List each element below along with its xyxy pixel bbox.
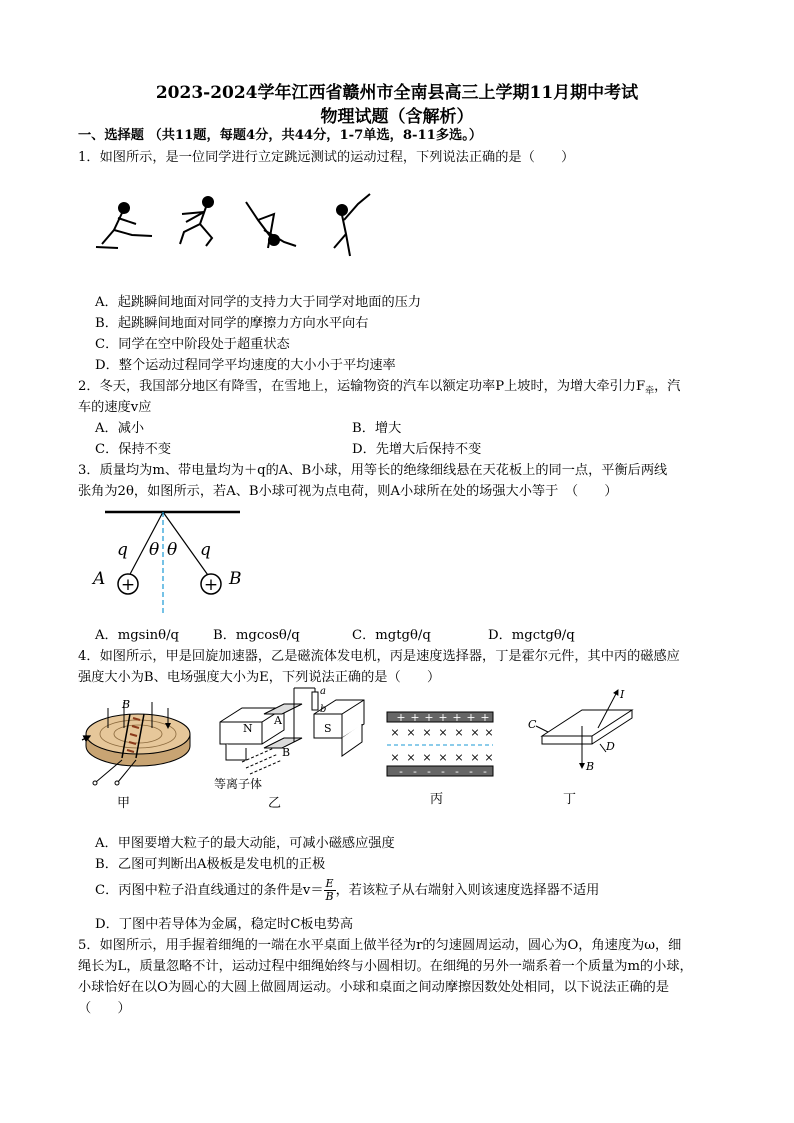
- q1-stem: 1．如图所示，是一位同学进行立定跳远测试的运动过程，下列说法正确的是（ ）: [78, 150, 575, 165]
- label-a: A: [93, 569, 106, 589]
- mhd-plasma-label: 等离子体: [214, 777, 263, 791]
- svg-text:-: -: [469, 765, 473, 778]
- q4-stem-line2: 强度大小为B、电场强度大小为E，下列说法正确的是（ ）: [78, 670, 441, 685]
- jumper-pose-1: [96, 203, 152, 248]
- e-over-b-fraction: $\frac{E}{B}$: [325, 877, 334, 903]
- svg-text:×: ×: [454, 726, 464, 739]
- mhd-s-label: S: [324, 722, 332, 735]
- svg-text:+: +: [424, 711, 434, 724]
- svg-text:-: -: [399, 765, 403, 778]
- svg-text:-: -: [413, 765, 417, 778]
- svg-text:+: +: [438, 711, 448, 724]
- q1-option-d: D．整个运动过程同学平均速度的大小小于平均速率: [95, 358, 396, 373]
- q3-option-b: B．mgcosθ/q: [213, 628, 300, 643]
- hall-element-figure: [522, 686, 642, 778]
- svg-text:×: ×: [484, 751, 494, 764]
- label-q-left: q: [117, 540, 128, 560]
- q2-option-c: C．保持不变: [95, 442, 172, 457]
- svg-text:+: +: [466, 711, 476, 724]
- hall-d-label: D: [606, 740, 615, 753]
- q5-stem-line4: （ ）: [78, 1001, 131, 1016]
- caption-bing: 丙: [430, 792, 444, 807]
- label-theta-left: θ: [149, 540, 160, 560]
- q4-option-c: C．丙图中粒子沿直线通过的条件是v＝ $\frac{E}{B}$ ，若该粒子从右端射入则该速度选择器不适用: [95, 877, 600, 903]
- jumper-pose-3: [246, 202, 296, 248]
- svg-text:×: ×: [390, 751, 400, 764]
- q1-option-a: A．起跳瞬间地面对同学的支持力大于同学对地面的压力: [95, 295, 422, 310]
- mhd-a-terminal: a: [320, 686, 326, 697]
- mhd-generator-figure: [212, 684, 377, 794]
- label-theta-right: θ: [167, 540, 178, 560]
- q3-option-a: A．mgsinθ/q: [95, 628, 179, 643]
- q4-option-a: A．甲图要增大粒子的最大动能，可减小磁感应强度: [95, 836, 395, 851]
- velocity-selector-figure: [385, 708, 495, 780]
- q4-option-b: B．乙图可判断出A极板是发电机的正极: [95, 857, 326, 872]
- q3-stem-line2: 张角为2θ，如图所示，若A、B小球可视为点电荷，则A小球所在处的场强大小等于 （ ）: [78, 484, 618, 499]
- svg-text:×: ×: [438, 751, 448, 764]
- svg-text:+: +: [396, 711, 406, 724]
- svg-text:+: +: [452, 711, 462, 724]
- svg-text:-: -: [483, 765, 487, 778]
- q2-option-b: B．增大: [352, 421, 402, 436]
- svg-text:×: ×: [470, 726, 480, 739]
- svg-text:×: ×: [470, 751, 480, 764]
- long-jump-figure: [88, 190, 388, 270]
- svg-text:×: ×: [406, 726, 416, 739]
- caption-jia: 甲: [117, 796, 131, 811]
- charged-balls-figure: [85, 502, 255, 618]
- q3-option-d: D．mgctgθ/q: [488, 628, 575, 643]
- svg-text:×: ×: [438, 726, 448, 739]
- q5-stem-line1: 5．如图所示，用手握着细绳的一端在水平桌面上做半径为r的匀速圆周运动，圆心为O，角速度为ω，细: [78, 938, 682, 953]
- q1-option-b: B．起跳瞬间地面对同学的摩擦力方向水平向右: [95, 316, 369, 331]
- svg-text:×: ×: [422, 751, 432, 764]
- caption-yi: 乙: [268, 796, 282, 811]
- label-b: B: [229, 569, 242, 589]
- q5-stem-line3: 小球恰好在以O为圆心的大圆上做圆周运动。小球和桌面之间动摩擦因数处处相同，以下说法正确的是: [78, 980, 670, 995]
- ball-b-plus: +: [203, 575, 219, 595]
- cyclotron-b-label: B: [122, 698, 131, 711]
- q2-option-d: D．先增大后保持不变: [352, 442, 482, 457]
- jumper-pose-4: [334, 194, 370, 256]
- q4-stem-line1: 4．如图所示，甲是回旋加速器，乙是磁流体发电机，丙是速度选择器，丁是霍尔元件，其中丙的磁感应: [78, 649, 680, 664]
- svg-text:×: ×: [454, 751, 464, 764]
- jumper-pose-2: [180, 197, 213, 246]
- ball-a-plus: +: [120, 575, 136, 595]
- cyclotron-figure: [78, 688, 198, 788]
- mhd-a-label: A: [274, 714, 282, 727]
- q2-stem-line2: 车的速度v应: [78, 400, 152, 415]
- mhd-b-terminal: b: [320, 704, 327, 715]
- svg-text:×: ×: [390, 726, 400, 739]
- svg-text:-: -: [441, 765, 445, 778]
- svg-text:+: +: [410, 711, 420, 724]
- label-q-right: q: [200, 540, 211, 560]
- svg-text:×: ×: [484, 726, 494, 739]
- svg-text:+: +: [480, 711, 490, 724]
- svg-text:-: -: [427, 765, 431, 778]
- q3-option-c: C．mgtgθ/q: [352, 628, 431, 643]
- hall-b-label: B: [586, 760, 595, 773]
- q5-stem-line2: 绳长为L，质量忽略不计，运动过程中细绳始终与小圆相切。在细绳的另外一端系着一个质量为m的小球，: [78, 959, 693, 974]
- q3-stem-line1: 3．质量均为m、带电量均为＋q的A、B小球，用等长的绝缘细线悬在天花板上的同一点，平衡后两线: [78, 463, 668, 478]
- svg-text:×: ×: [422, 726, 432, 739]
- mhd-b-label: B: [282, 746, 291, 759]
- hall-c-label: C: [528, 718, 537, 731]
- q4-option-d: D．丁图中若导体为金属，稳定时C板电势高: [95, 917, 354, 932]
- caption-ding: 丁: [563, 792, 577, 807]
- paper-subtitle: 物理试题（含解析）: [320, 107, 474, 127]
- paper-title: 2023-2024学年江西省赣州市全南县高三上学期11月期中考试: [155, 83, 639, 103]
- hall-i-label: I: [620, 688, 625, 701]
- q2-stem-line1: 2．冬天，我国部分地区有降雪，在雪地上，运输物资的汽车以额定功率P上坡时，为增大牵引力$F_牵$，汽: [78, 379, 681, 397]
- svg-text:×: ×: [406, 751, 416, 764]
- q1-option-c: C．同学在空中阶段处于超重状态: [95, 337, 290, 352]
- svg-text:-: -: [455, 765, 459, 778]
- section-heading: 一、选择题 （共11题，每题4分，共44分，1-7单选，8-11多选。）: [78, 128, 483, 143]
- mhd-n-label: N: [243, 722, 253, 735]
- q2-option-a: A．减小: [95, 421, 145, 436]
